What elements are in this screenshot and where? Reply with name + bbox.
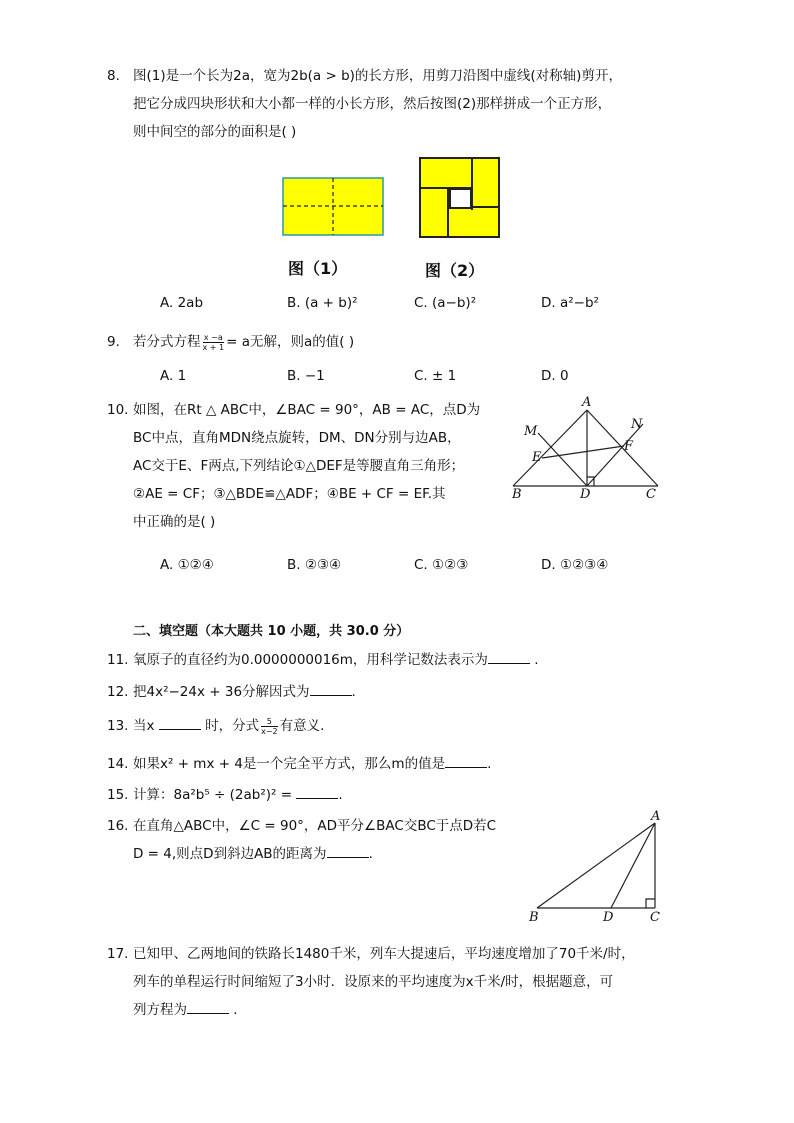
option-b[interactable]: B. −1	[287, 368, 325, 384]
question-text: 时，分式	[205, 718, 260, 734]
question-11	[107, 646, 673, 674]
question-number: 8.	[107, 68, 120, 84]
q16-label-d: D	[603, 910, 614, 925]
question-text-line: 则中间空的部分的面积是( )	[133, 124, 297, 140]
question-text-line: AC交于E、F两点,下列结论①△DEF是等腰直角三角形；	[133, 458, 465, 474]
question-15	[107, 781, 673, 809]
answer-blank[interactable]	[296, 786, 338, 799]
option-c[interactable]: C. ± 1	[414, 368, 457, 384]
q10-options	[160, 557, 680, 573]
question-text-line: 已知甲、乙两地间的铁路长1480千米，列车大提速后，平均速度增加了70千米/时，	[133, 946, 635, 962]
question-number: 12.	[107, 684, 129, 700]
figure-1-caption: 图（1）	[288, 259, 348, 278]
q10-label-d: D	[580, 487, 591, 502]
fraction-denominator: x−2	[261, 726, 278, 736]
question-text-line: 列车的单程运行时间缩短了3小时．设原来的平均速度为x千米/时，根据题意，可	[133, 974, 614, 990]
q10-label-b: B	[512, 487, 522, 502]
question-number: 16.	[107, 818, 129, 834]
question-number: 11.	[107, 652, 129, 668]
option-d[interactable]: D. ①②③④	[541, 557, 609, 573]
answer-blank[interactable]	[488, 651, 530, 664]
q10-label-e: E	[532, 450, 542, 465]
question-14	[107, 750, 673, 778]
question-9	[107, 328, 673, 356]
question-16	[107, 812, 533, 868]
question-text: .	[487, 756, 492, 772]
question-text-line: 如图，在Rt △ ABC中，∠BAC = 90°，AB = AC，点D为	[133, 402, 481, 418]
q9-options	[160, 368, 680, 384]
figure-2-square	[420, 158, 499, 237]
question-text: .	[233, 1002, 238, 1018]
answer-blank[interactable]	[310, 683, 352, 696]
question-text: .	[351, 684, 356, 700]
q16-label-c: C	[650, 910, 660, 925]
question-number: 17.	[107, 946, 129, 962]
option-a[interactable]: A. 2ab	[160, 295, 204, 311]
q10-label-c: C	[646, 487, 656, 502]
option-a[interactable]: A. ①②④	[160, 557, 214, 573]
q16-triangle-figure	[537, 823, 655, 908]
option-a[interactable]: A. 1	[160, 368, 187, 384]
q8-options	[160, 295, 680, 311]
option-c[interactable]: C. (a−b)²	[414, 295, 477, 311]
q10-triangle-figure	[513, 410, 658, 486]
question-text: = a无解，则a的值( )	[226, 334, 355, 350]
fraction-numerator: 5	[261, 717, 278, 727]
question-number: 14.	[107, 756, 129, 772]
question-number: 9.	[107, 334, 120, 350]
q10-label-n: N	[631, 417, 643, 432]
figure-2-caption: 图（2）	[425, 261, 485, 280]
question-text: .	[338, 787, 343, 803]
question-text-line: 中正确的是( )	[133, 514, 216, 530]
question-13	[107, 712, 673, 740]
question-text: 当x	[133, 718, 159, 734]
q10-label-f: F	[624, 439, 634, 454]
option-d[interactable]: D. 0	[541, 368, 569, 384]
question-text: D = 4,则点D到斜边AB的距离为	[133, 846, 327, 862]
question-8	[107, 62, 673, 146]
question-10	[107, 396, 513, 536]
question-text: 氧原子的直径约为0.0000000016m，用科学记数法表示为	[133, 652, 488, 668]
question-number: 15.	[107, 787, 129, 803]
question-text: 如果x² + mx + 4是一个完全平方式，那么m的值是	[133, 756, 446, 772]
option-d[interactable]: D. a²−b²	[541, 295, 599, 311]
q10-label-a: A	[582, 395, 592, 410]
answer-blank[interactable]	[327, 845, 369, 858]
fraction	[203, 333, 225, 352]
fraction	[261, 717, 278, 736]
question-text-line: BC中点，直角MDN绕点旋转，DM、DN分别与边AB，	[133, 430, 461, 446]
question-12	[107, 678, 673, 706]
option-c[interactable]: C. ①②③	[414, 557, 469, 573]
question-text: .	[368, 846, 373, 862]
answer-blank[interactable]	[159, 717, 201, 730]
answer-blank[interactable]	[187, 1001, 229, 1014]
question-text-line: 在直角△ABC中，∠C = 90°，AD平分∠BAC交BC于点D若C	[133, 818, 497, 834]
q10-label-m: M	[524, 424, 538, 439]
figure-1-rectangle	[283, 178, 383, 235]
question-text: 列方程为	[133, 1002, 187, 1018]
question-number: 10.	[107, 402, 129, 418]
fraction-denominator: x + 1	[202, 342, 225, 352]
question-text: 若分式方程	[133, 334, 201, 350]
option-b[interactable]: B. (a + b)²	[287, 295, 358, 311]
question-text: .	[534, 652, 539, 668]
answer-blank[interactable]	[445, 755, 487, 768]
question-text-line: 把它分成四块形状和大小都一样的小长方形，然后按图(2)那样拼成一个正方形，	[133, 96, 612, 112]
section-heading: 二、填空题（本大题共 10 小题，共 30.0 分）	[133, 624, 410, 639]
question-text: 计算：8a²b⁵ ÷ (2ab²)² =	[133, 787, 293, 803]
question-text: 把4x²−24x + 36分解因式为	[133, 684, 310, 700]
q16-label-b: B	[529, 910, 539, 925]
question-text-line: ②AE = CF；③△BDE≌△ADF；④BE + CF = EF.其	[133, 486, 446, 502]
option-b[interactable]: B. ②③④	[287, 557, 342, 573]
question-number: 13.	[107, 718, 129, 734]
fraction-numerator: x −a	[203, 332, 223, 342]
question-17	[107, 940, 673, 1024]
question-text: 有意义.	[279, 718, 325, 734]
q16-label-a: A	[651, 809, 661, 824]
question-text-line: 图(1)是一个长为2a，宽为2b(a > b)的长方形，用剪刀沿图中虚线(对称轴)剪开，	[133, 68, 622, 84]
